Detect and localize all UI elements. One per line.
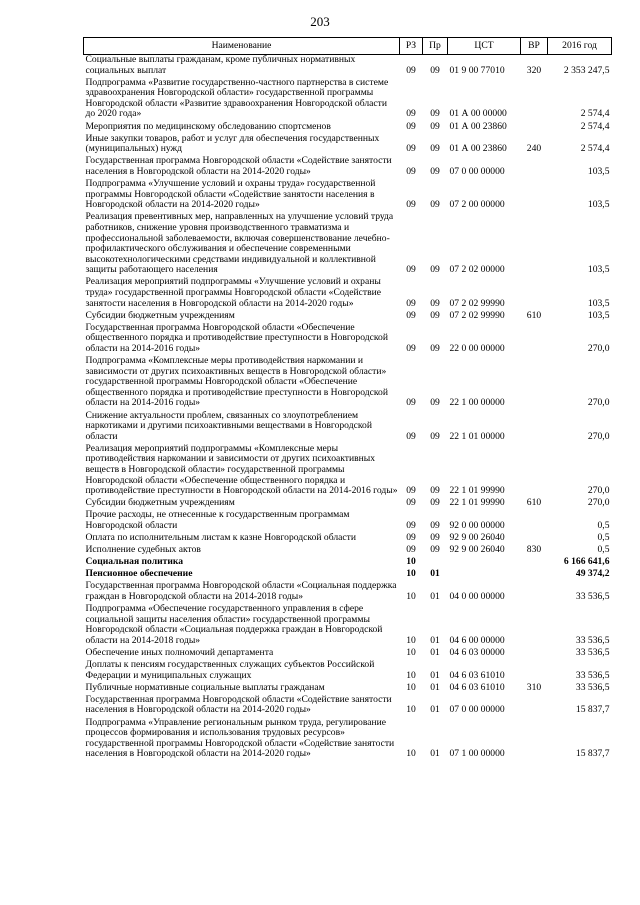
cell-vr — [521, 212, 548, 277]
cell-amount: 33 536,5 — [575, 591, 610, 602]
cell-name: Государственная программа Новгородской области «Содействие занятости населения в Новгородской области на 2014-2020 годы» — [85, 693, 392, 716]
cell-rz: 10 — [406, 704, 416, 716]
cell-cst: 04 6 03 61010 — [449, 681, 505, 693]
cell-vr — [521, 156, 548, 179]
cell-name: Обеспечение иных полномочий департамента — [85, 646, 274, 658]
cell-name: Исполнение судебных актов — [85, 544, 201, 556]
cell-amount: 103,5 — [587, 165, 610, 177]
cell-amount: 33 536,5 — [575, 634, 610, 646]
cell-name: Субсидии бюджетным учреждениям — [85, 497, 235, 509]
cell-cst: 04 6 00 00000 — [449, 634, 505, 646]
cell-pr: 01 — [430, 704, 440, 716]
column-header-year: 2016 год — [548, 38, 612, 55]
cell-rz: 09 — [406, 108, 416, 120]
cell-amount: 2 574,4 — [580, 143, 610, 155]
cell-rz: 10 — [406, 634, 416, 646]
cell-name: Государственная программа Новгородской области «Социальная поддержка граждан в Новгородской области на 2014-2018 годы» — [85, 580, 397, 602]
cell-pr: 09 — [430, 64, 440, 76]
cell-cst: 01 А 00 00000 — [449, 108, 507, 120]
cell-name: Реализация мероприятий подпрограммы «Улучшение условий и охраны труда» государственной программы Новгородской области «Содействие занятости населения в Новгородской области на 2014-2020 годы» — [85, 276, 382, 309]
cell-pr: 09 — [430, 165, 440, 177]
cell-cst: 07 2 02 99990 — [449, 297, 505, 309]
column-header-vr: ВР — [521, 38, 548, 55]
cell-vr — [521, 604, 548, 648]
cell-vr — [521, 648, 548, 660]
cell-amount: 2 574,4 — [580, 120, 610, 132]
table-row — [84, 179, 612, 212]
cell-pr: 09 — [430, 544, 440, 556]
cell-vr — [521, 323, 548, 356]
table-body — [84, 55, 612, 762]
cell-name: Подпрограмма «Обеспечение государственного управления в сфере социальной защиты населения области» государственной программы Новгородской области «Социальная поддержка граждан в Новгородской области на 2014-2018 годы» — [85, 603, 383, 646]
cell-name: Подпрограмма «Развитие государственно-частного партнерства в системе здравоохранения Новгородской области» государственной программы Новгородской области «Развитие здравоохранения Новгородской области до 2020 года» — [85, 76, 389, 120]
cell-amount: 270,0 — [587, 430, 610, 442]
cell-rz: 09 — [406, 544, 416, 556]
cell-name: Социальные выплаты гражданам, кроме публичных нормативных социальных выплат — [85, 54, 356, 76]
cell-vr: 830 — [526, 544, 542, 556]
cell-amount: 0,5 — [597, 532, 610, 544]
cell-vr — [521, 122, 548, 134]
cell-pr: 09 — [430, 397, 440, 409]
cell-rz: 09 — [406, 264, 416, 276]
cell-amount: 103,5 — [587, 309, 610, 321]
table-row — [84, 356, 612, 410]
cell-rz: 09 — [406, 120, 416, 132]
cell-cst: 22 1 01 99990 — [449, 485, 505, 497]
column-header-rz: РЗ — [400, 38, 423, 55]
cell-pr: 01 — [430, 591, 440, 602]
cell-cst: 07 1 00 00000 — [449, 748, 505, 760]
cell-amount: 103,5 — [587, 264, 610, 276]
cell-vr — [521, 411, 548, 444]
cell-name: Реализация превентивных мер, направленных на улучшение условий труда работников, снижение уровня производственного травматизма и профессиональной заболеваемости, включая совершенствование лечебно-профилактического обслуживания и обеспечение современными высокотехнологическими средствами индивидуальной и коллективной защиты работающего населения — [85, 211, 394, 276]
cell-name: Пенсионное обеспечение — [85, 568, 193, 580]
cell-pr: 01 — [430, 669, 440, 681]
cell-name: Государственная программа Новгородской области «Содействие занятости населения в Новгородской области на 2014-2020 годы» — [85, 155, 392, 177]
cell-amount: 15 837,7 — [575, 704, 610, 716]
cell-pr: 09 — [430, 519, 440, 531]
cell-cst: 07 0 00 00000 — [449, 704, 505, 716]
cell-rz: 09 — [406, 64, 416, 76]
cell-cst: 22 0 00 00000 — [449, 342, 505, 354]
cell-pr: 09 — [430, 199, 440, 211]
cell-pr: 09 — [430, 532, 440, 544]
cell-pr: 09 — [430, 143, 440, 155]
table-row — [84, 323, 612, 356]
cell-pr: 09 — [430, 120, 440, 132]
cell-pr: 09 — [430, 485, 440, 497]
cell-rz: 10 — [406, 669, 416, 681]
cell-amount: 0,5 — [597, 544, 610, 556]
cell-vr — [521, 569, 548, 581]
cell-pr: 09 — [430, 497, 440, 509]
cell-pr: 01 — [430, 634, 440, 646]
page-number: 203 — [310, 14, 330, 29]
cell-pr: 09 — [430, 342, 440, 354]
cell-name: Социальная политика — [85, 556, 184, 568]
cell-name: Доплаты к пенсиям государственных служащих субъектов Российской Федерации и муниципальных служащих — [85, 659, 375, 681]
cell-amount: 2 574,4 — [580, 108, 610, 120]
cell-rz: 09 — [406, 143, 416, 155]
cell-cst: 04 6 03 00000 — [449, 646, 505, 658]
cell-rz: 09 — [406, 165, 416, 177]
table-row — [84, 277, 612, 310]
cell-cst: 92 0 00 00000 — [449, 519, 505, 531]
budget-table — [83, 37, 612, 761]
cell-amount: 2 353 247,5 — [563, 64, 610, 76]
cell-amount: 49 374,2 — [575, 568, 610, 580]
cell-rz: 09 — [406, 397, 416, 409]
cell-pr: 09 — [430, 309, 440, 321]
cell-vr — [521, 695, 548, 718]
cell-cst: 04 6 03 61010 — [449, 669, 505, 681]
cell-cst: 92 9 00 26040 — [449, 544, 505, 556]
cell-vr — [521, 356, 548, 410]
cell-vr — [521, 78, 548, 122]
cell-rz: 10 — [406, 591, 416, 602]
cell-cst — [448, 557, 521, 569]
cell-name: Подпрограмма «Комплексные меры противодействия наркомании и зависимости от других психоактивных веществ в Новгородской области» государственной программы Новгородской области «Обеспечение общественного порядка и противодействие преступности в Новгородской области на 2014-2016 годы» — [85, 355, 388, 409]
cell-vr: 310 — [526, 681, 542, 693]
cell-vr: 320 — [526, 64, 542, 76]
cell-amount: 33 536,5 — [575, 681, 610, 693]
column-header-pr: Пр — [423, 38, 448, 55]
cell-vr — [521, 179, 548, 212]
table-row — [84, 604, 612, 648]
cell-vr — [521, 277, 548, 310]
cell-pr: 01 — [430, 748, 440, 760]
cell-rz: 09 — [406, 532, 416, 544]
cell-amount: 0,5 — [597, 519, 610, 531]
cell-cst — [448, 569, 521, 581]
table-row — [84, 122, 612, 134]
cell-amount: 33 536,5 — [575, 646, 610, 658]
cell-cst: 01 9 00 77010 — [449, 64, 505, 76]
cell-vr — [521, 444, 548, 498]
cell-amount: 6 166 641,6 — [563, 556, 610, 568]
cell-rz: 09 — [406, 297, 416, 309]
cell-pr: 09 — [430, 430, 440, 442]
cell-rz: 09 — [406, 342, 416, 354]
table-row — [84, 444, 612, 498]
table-row — [84, 581, 612, 604]
cell-name: Прочие расходы, не отнесенные к государственным программам Новгородской области — [85, 509, 350, 531]
cell-rz: 10 — [406, 556, 416, 568]
cell-rz: 09 — [406, 497, 416, 509]
cell-rz: 09 — [406, 430, 416, 442]
cell-pr: 01 — [430, 646, 440, 658]
cell-amount: 103,5 — [587, 199, 610, 211]
cell-amount: 33 536,5 — [575, 669, 610, 681]
cell-vr — [521, 510, 548, 533]
cell-vr — [521, 718, 548, 762]
cell-name: Оплата по исполнительным листам к казне Новгородской области — [85, 532, 356, 544]
cell-cst: 07 2 02 99990 — [449, 309, 505, 321]
cell-vr: 240 — [526, 143, 542, 155]
cell-vr — [521, 557, 548, 569]
cell-vr: 610 — [526, 309, 542, 321]
cell-rz: 10 — [406, 646, 416, 658]
cell-name: Реализация мероприятий подпрограммы «Комплексные меры противодействия наркомании и зависимости от других психоактивных веществ в Новгородской области» государственной программы Новгородской области «Обеспечение общественного порядка и противодействие преступности в Новгородской области на 2014-2016 годы» — [85, 442, 398, 497]
cell-rz: 09 — [406, 519, 416, 531]
cell-amount: 270,0 — [587, 497, 610, 509]
column-header-cst: ЦСТ — [448, 38, 521, 55]
cell-name: Мероприятия по медицинскому обследованию спортсменов — [85, 120, 331, 132]
cell-name: Подпрограмма «Улучшение условий и охраны труда» государственной программы Новгородской области «Содействие занятости населения в Новгородской области на 2014-2020 годы» — [85, 178, 376, 211]
table-row — [84, 718, 612, 762]
cell-amount: 103,5 — [587, 297, 610, 309]
cell-vr — [521, 581, 548, 604]
cell-rz: 09 — [406, 485, 416, 497]
table-row — [84, 78, 612, 122]
cell-rz: 10 — [406, 748, 416, 760]
cell-cst: 22 1 00 00000 — [449, 397, 505, 409]
cell-cst: 07 2 00 00000 — [449, 199, 505, 211]
column-header-name: Наименование — [84, 38, 400, 55]
cell-amount: 270,0 — [587, 342, 610, 354]
table-row — [84, 660, 612, 683]
cell-rz: 09 — [406, 309, 416, 321]
cell-rz: 10 — [406, 568, 416, 580]
cell-pr: 09 — [430, 297, 440, 309]
cell-pr: 01 — [430, 568, 440, 580]
cell-cst: 92 9 00 26040 — [449, 532, 505, 544]
cell-cst: 07 2 02 00000 — [449, 264, 505, 276]
cell-name: Иные закупки товаров, работ и услуг для обеспечения государственных (муниципальных) нужд — [85, 132, 380, 155]
cell-name: Государственная программа Новгородской области «Обеспечение общественного порядка и противодействие преступности в Новгородской области на 2014-2016 годы» — [85, 321, 388, 354]
table-row — [84, 695, 612, 718]
cell-name: Подпрограмма «Управление региональным рынком труда, регулирование процессов формирования и использования трудовых ресурсов» государственной программы Новгородской области «Содействие занятости населения в Новгородской области на 2014-2020 годы» — [85, 716, 395, 760]
cell-rz: 10 — [406, 681, 416, 693]
cell-name: Снижение актуальности проблем, связанных со злоупотреблением наркотиками и другими психоактивными веществами в Новгородской области — [85, 409, 372, 442]
table-row — [84, 156, 612, 179]
cell-amount: 270,0 — [587, 485, 610, 497]
cell-pr: 09 — [430, 264, 440, 276]
table-header — [84, 38, 612, 55]
table-row — [84, 55, 612, 78]
table-row — [84, 134, 612, 157]
cell-cst: 01 А 00 23860 — [449, 120, 507, 132]
cell-amount: 270,0 — [587, 397, 610, 409]
cell-cst: 04 0 00 00000 — [449, 591, 505, 602]
cell-cst: 22 1 01 99990 — [449, 497, 505, 509]
cell-name: Субсидии бюджетным учреждениям — [85, 309, 235, 321]
cell-name: Публичные нормативные социальные выплаты гражданам — [85, 681, 325, 693]
cell-cst: 07 0 00 00000 — [449, 165, 505, 177]
cell-pr: 01 — [430, 681, 440, 693]
table-row — [84, 411, 612, 444]
cell-cst: 01 А 00 23860 — [449, 143, 507, 155]
cell-rz: 09 — [406, 199, 416, 211]
cell-amount: 15 837,7 — [575, 748, 610, 760]
cell-cst: 22 1 01 00000 — [449, 430, 505, 442]
table-row — [84, 212, 612, 277]
cell-vr — [521, 660, 548, 683]
cell-vr: 610 — [526, 497, 542, 509]
table-row — [84, 510, 612, 533]
cell-pr: 09 — [430, 108, 440, 120]
table-row — [84, 311, 612, 323]
